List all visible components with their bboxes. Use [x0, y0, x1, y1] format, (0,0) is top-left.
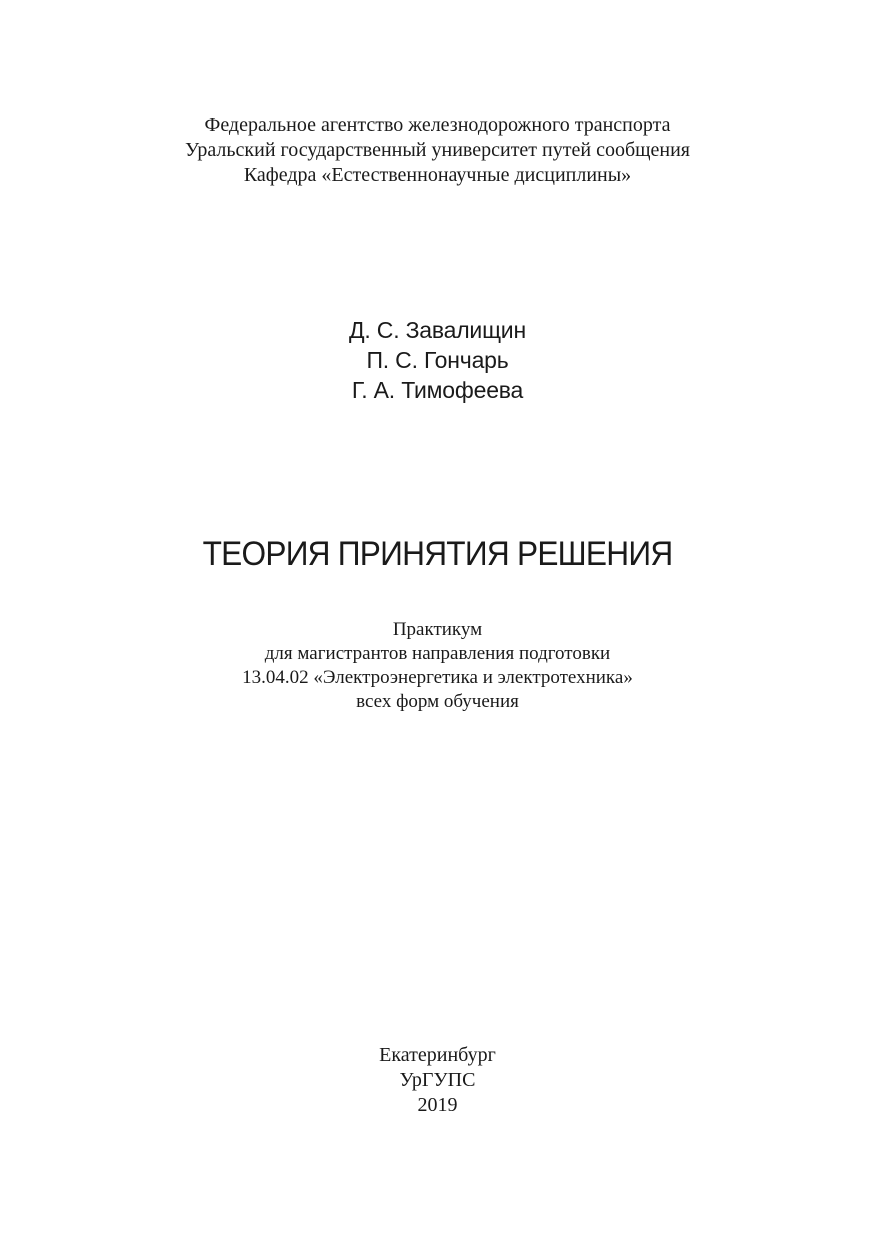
document-description: [0, 618, 875, 714]
program-text: 13.04.02 «Электроэнергетика и электротехника»: [242, 667, 633, 688]
document-title: [31, 533, 845, 575]
department-name: Кафедра «Естественнонаучные дисциплины»: [243, 164, 632, 186]
document-type: Практикум: [392, 619, 483, 640]
institution-header: [0, 113, 875, 188]
author-name: П. С. Гончарь: [366, 347, 509, 373]
publication-imprint: [0, 1043, 875, 1118]
publisher-name: УрГУПС: [399, 1069, 476, 1091]
title-text: ТЕОРИЯ ПРИНЯТИЯ РЕШЕНИЯ: [202, 535, 673, 573]
author-name: Г. А. Тимофеева: [351, 377, 524, 403]
audience-text: для магистрантов направления подготовки: [264, 643, 611, 664]
university-name: Уральский государственный университет путей сообщения: [184, 139, 691, 161]
city-name: Екатеринбург: [379, 1044, 496, 1066]
publication-year: 2019: [417, 1094, 458, 1116]
author-name: Д. С. Завалищин: [349, 317, 526, 343]
agency-name: Федеральное агентство железнодорожного транспорта: [204, 114, 671, 136]
authors-list: [0, 315, 875, 405]
study-forms-text: всех форм обучения: [356, 691, 519, 712]
